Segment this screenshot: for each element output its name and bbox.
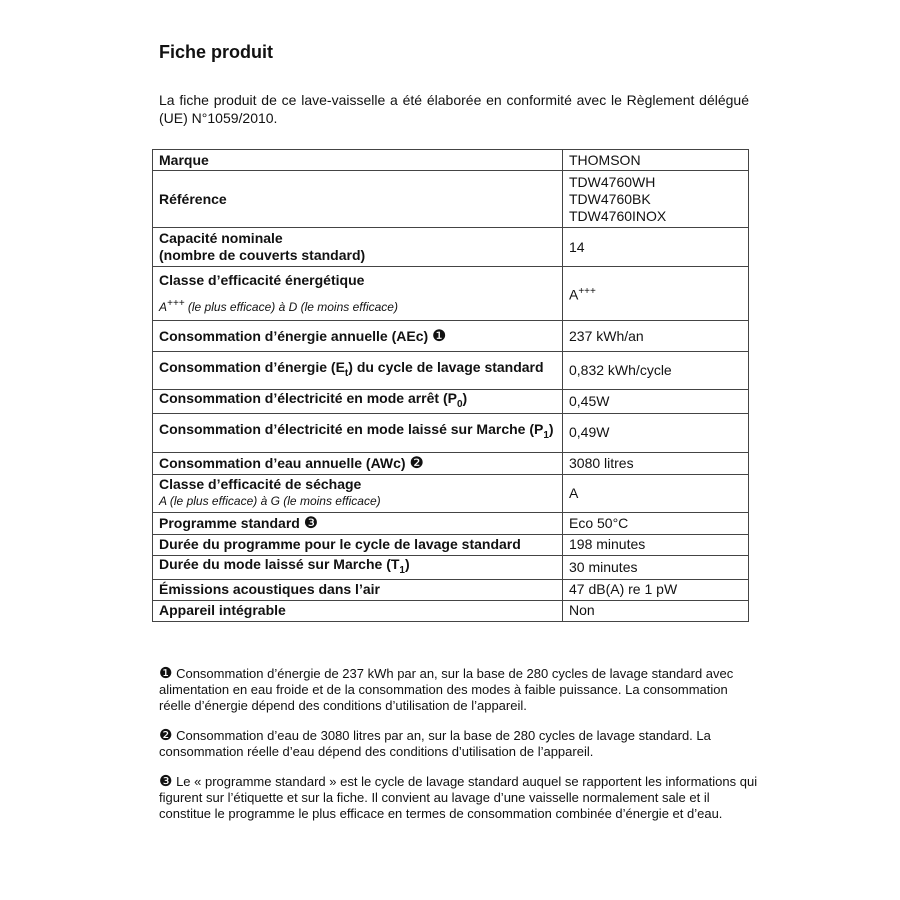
label-text: Consommation d’énergie annuelle (AEc) bbox=[159, 327, 429, 344]
footnote-1-marker-icon: ❶ bbox=[432, 327, 447, 345]
label-sub: 1 bbox=[399, 564, 405, 576]
row-value: 3080 litres bbox=[563, 452, 749, 474]
label-text: ) bbox=[548, 421, 554, 438]
label-line: Classe d’efficacité de séchage bbox=[159, 476, 362, 493]
row-label bbox=[153, 352, 563, 390]
reference-value: TDW4760WH bbox=[569, 173, 656, 190]
row-sublabel: A (le plus efficace) à G (le moins efficace) bbox=[159, 494, 381, 509]
row-label bbox=[153, 474, 563, 512]
row-value bbox=[563, 267, 749, 321]
footnote-3-marker-icon: ❸ bbox=[303, 514, 319, 532]
row-value: Eco 50°C bbox=[563, 512, 749, 534]
row-value: 198 minutes bbox=[563, 534, 749, 555]
label-line: Capacité nominale bbox=[159, 230, 283, 246]
reference-value: TDW4760INOX bbox=[569, 207, 667, 224]
page-title: Fiche produit bbox=[159, 42, 273, 62]
row-label bbox=[153, 452, 563, 474]
row-value: 30 minutes bbox=[563, 555, 749, 579]
row-value-list bbox=[563, 171, 749, 228]
table-row bbox=[153, 413, 749, 452]
label-text: Consommation d’électricité en mode arrêt (P bbox=[159, 390, 457, 406]
table-row bbox=[153, 150, 749, 171]
footnote-2-marker-icon: ❷ bbox=[409, 454, 424, 472]
label-text: ) du cycle de lavage standard bbox=[348, 359, 544, 376]
row-value: 0,45W bbox=[563, 390, 749, 414]
footnote-3-number-icon: ❸ bbox=[159, 773, 173, 790]
intro-paragraph: La fiche produit de ce lave-vaisselle a été élaborée en conformité avec le Règlement délégué (UE) N°1059/2010. bbox=[159, 92, 749, 126]
row-value: THOMSON bbox=[563, 150, 749, 171]
label-text: ) bbox=[404, 555, 410, 572]
table-row bbox=[153, 452, 749, 474]
footnote-text: Consommation d’énergie de 237 kWh par an, sur la base de 280 cycles de lavage standard avec alimentation en eau froide et de la consommation des modes à faible puissance. La consommation réelle d’énergie dépend des conditions d’utilisation de l’appareil. bbox=[159, 666, 734, 713]
label-text: ) bbox=[462, 390, 468, 406]
footnote-2 bbox=[159, 728, 759, 760]
label-text: Consommation d’énergie (E bbox=[159, 359, 345, 376]
product-spec-table bbox=[152, 149, 749, 622]
footnote-text: Le « programme standard » est le cycle de lavage standard auquel se rapportent les informations qui figurent sur l’étiquette et sur la fiche. Il convient au lavage d’une vaisselle normalement sale et il constitue le programme le plus efficace en termes de consommation combinée d’énergie et d’eau. bbox=[159, 774, 758, 821]
table-row bbox=[153, 390, 749, 414]
row-label bbox=[153, 413, 563, 452]
label-sub: 1 bbox=[543, 430, 549, 442]
row-label: Appareil intégrable bbox=[153, 600, 563, 621]
row-value: 14 bbox=[563, 228, 749, 267]
table-row bbox=[153, 321, 749, 352]
footnote-text: Consommation d’eau de 3080 litres par an, sur la base de 280 cycles de lavage standard. La consommation réelle d’eau dépend des conditions d’utilisation de l’appareil. bbox=[159, 728, 711, 759]
row-label bbox=[153, 390, 563, 414]
row-label: Référence bbox=[153, 171, 563, 228]
footnote-2-number-icon: ❷ bbox=[159, 727, 173, 744]
label-sub: t bbox=[344, 367, 349, 379]
row-value: 0,49W bbox=[563, 413, 749, 452]
label-line: Classe d’efficacité énergétique bbox=[159, 271, 365, 288]
table-row bbox=[153, 600, 749, 621]
table-row bbox=[153, 474, 749, 512]
label-text: Programme standard bbox=[159, 514, 300, 531]
row-label bbox=[153, 321, 563, 352]
reference-value: TDW4760BK bbox=[569, 190, 651, 207]
label-text: Consommation d’eau annuelle (AWc) bbox=[159, 454, 406, 471]
sub-rest: (le plus efficace) à D (le moins efficace) bbox=[184, 299, 398, 314]
row-value: 47 dB(A) re 1 pW bbox=[563, 579, 749, 600]
table-row bbox=[153, 555, 749, 579]
row-label bbox=[153, 555, 563, 579]
row-label bbox=[153, 267, 563, 321]
table-row bbox=[153, 228, 749, 267]
value-base: A bbox=[569, 286, 579, 303]
table-row bbox=[153, 579, 749, 600]
table-row bbox=[153, 512, 749, 534]
row-label: Émissions acoustiques dans l’air bbox=[153, 579, 563, 600]
value-sup: +++ bbox=[578, 286, 596, 298]
footnote-1 bbox=[159, 666, 759, 714]
row-value: Non bbox=[563, 600, 749, 621]
table-row bbox=[153, 171, 749, 228]
row-label: Marque bbox=[153, 150, 563, 171]
label-sub: 0 bbox=[456, 398, 463, 410]
label-line: (nombre de couverts standard) bbox=[159, 247, 366, 263]
row-label bbox=[153, 512, 563, 534]
sub-sup: +++ bbox=[167, 297, 185, 309]
footnote-1-number-icon: ❶ bbox=[159, 665, 173, 682]
row-label: Durée du programme pour le cycle de lavage standard bbox=[153, 534, 563, 555]
table-row bbox=[153, 534, 749, 555]
row-value: 0,832 kWh/cycle bbox=[563, 352, 749, 390]
table-row bbox=[153, 267, 749, 321]
footnotes bbox=[159, 666, 759, 836]
row-label bbox=[153, 228, 563, 267]
label-text: Consommation d’électricité en mode laissé sur Marche (P bbox=[159, 421, 544, 438]
sub-prefix: A bbox=[159, 299, 168, 314]
label-text: Durée du mode laissé sur Marche (T bbox=[159, 555, 400, 572]
row-sublabel bbox=[159, 295, 556, 316]
table-row bbox=[153, 352, 749, 390]
row-value: 237 kWh/an bbox=[563, 321, 749, 352]
footnote-3 bbox=[159, 774, 759, 822]
row-value: A bbox=[563, 474, 749, 512]
